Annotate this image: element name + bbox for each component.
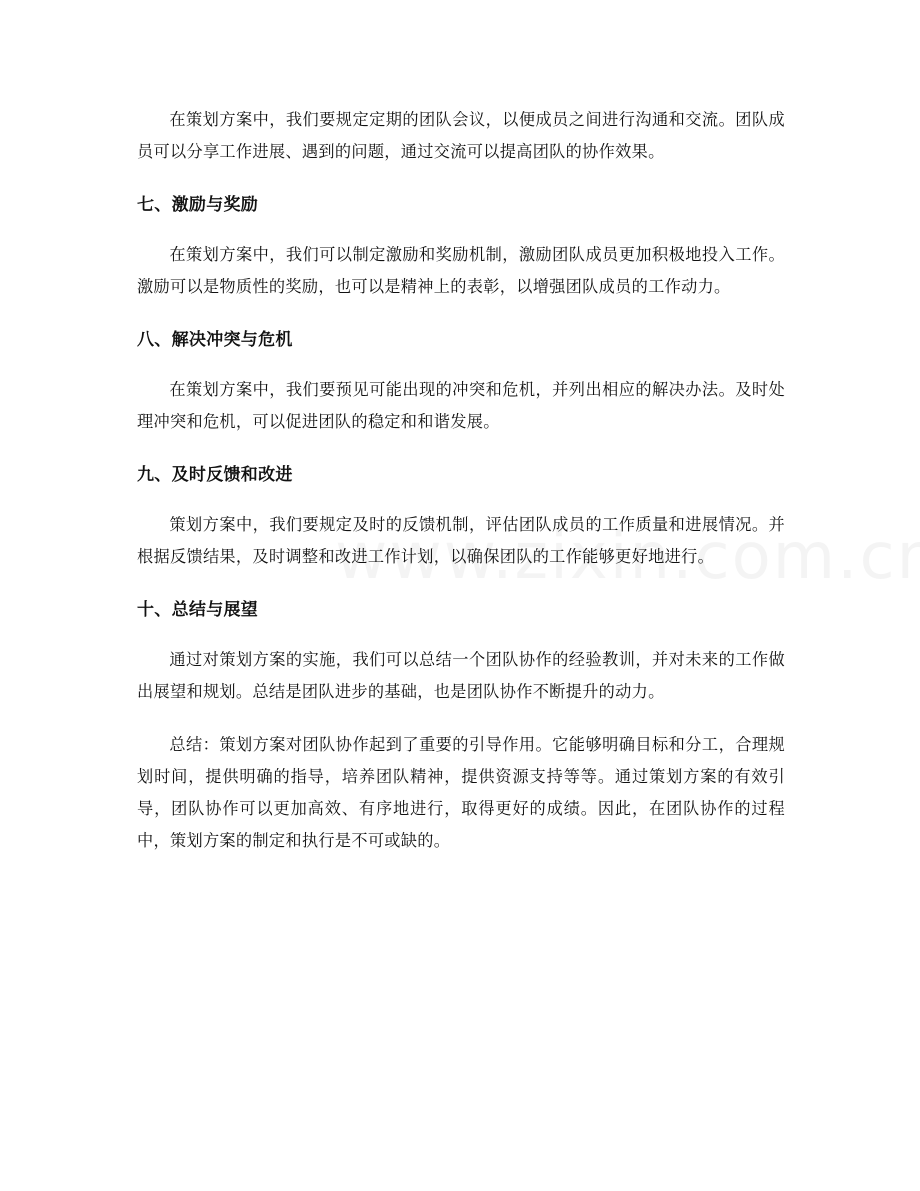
paragraph-summary-outlook: 通过对策划方案的实施，我们可以总结一个团队协作的经验教训，并对未来的工作做出展望和规划。总结是团队进步的基础，也是团队协作不断提升的动力。 bbox=[137, 650, 785, 701]
paragraph-conclusion: 总结：策划方案对团队协作起到了重要的引导作用。它能够明确目标和分工，合理规划时间，提供明确的指导，培养团队精神，提供资源支持等等。通过策划方案的有效引导，团队协作可以更加高效、有序地进行，取得更好的成绩。因此，在团队协作的过程中，策划方案的制定和执行是不可或缺的。 bbox=[137, 735, 785, 850]
heading-incentives: 七、激励与奖励 bbox=[137, 195, 259, 215]
heading-feedback: 九、及时反馈和改进 bbox=[137, 465, 293, 485]
paragraph-feedback: 策划方案中，我们要规定及时的反馈机制，评估团队成员的工作质量和进展情况。并根据反馈结果，及时调整和改进工作计划，以确保团队的工作能够更好地进行。 bbox=[137, 515, 785, 566]
heading-summary-outlook: 十、总结与展望 bbox=[137, 600, 259, 620]
document-body bbox=[137, 104, 785, 857]
heading-conflict-resolution: 八、解决冲突与危机 bbox=[137, 330, 293, 350]
paragraph-conflict-resolution: 在策划方案中，我们要预见可能出现的冲突和危机，并列出相应的解决办法。及时处理冲突和危机，可以促进团队的稳定和和谐发展。 bbox=[137, 380, 785, 431]
paragraph-incentives: 在策划方案中，我们可以制定激励和奖励机制，激励团队成员更加积极地投入工作。激励可以是物质性的奖励，也可以是精神上的表彰，以增强团队成员的工作动力。 bbox=[137, 245, 785, 296]
paragraph-team-meetings: 在策划方案中，我们要规定定期的团队会议，以便成员之间进行沟通和交流。团队成员可以分享工作进展、遇到的问题，通过交流可以提高团队的协作效果。 bbox=[137, 110, 785, 161]
